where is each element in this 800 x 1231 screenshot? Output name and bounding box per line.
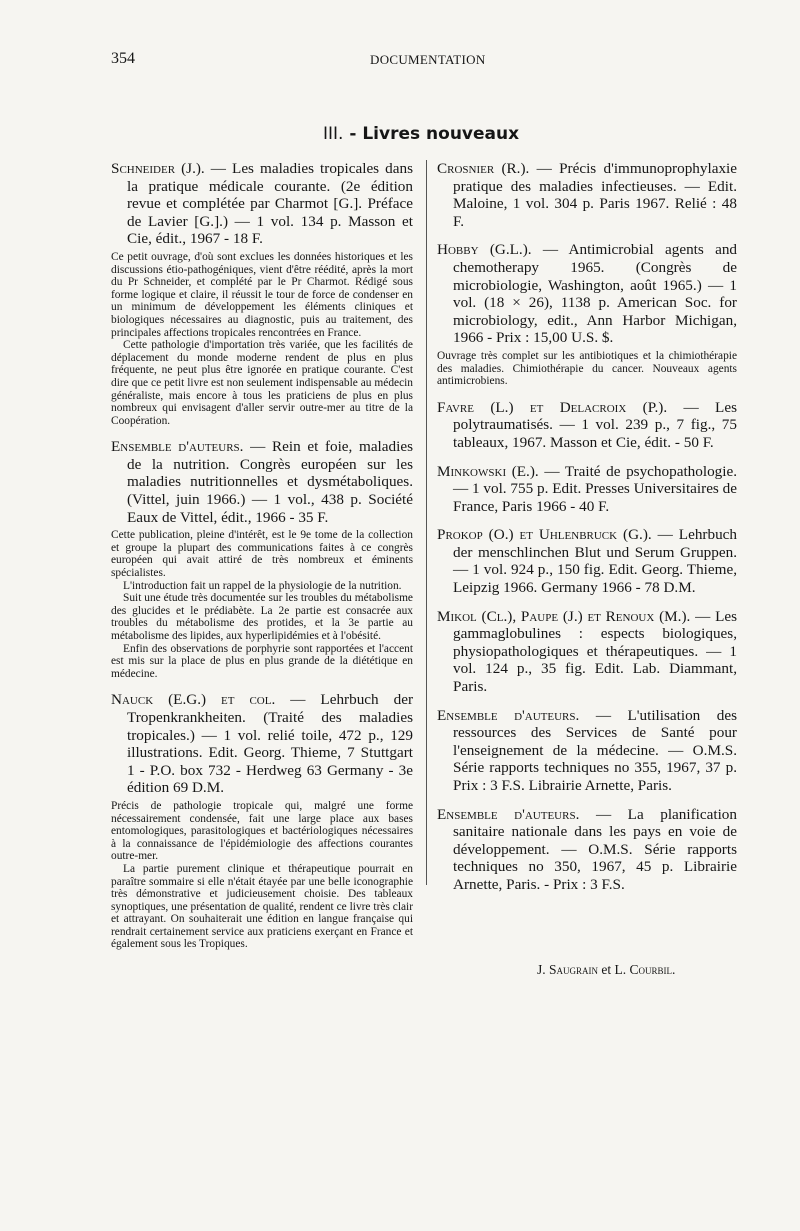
section-title-text: - Livres nouveaux bbox=[349, 124, 520, 144]
book-citation: — La planification sanitaire nationale dans les pays en voie de développement. — O.M.S. Série rapports techniques no 350, 1967, 45 p. Librairie Arnette, Paris. - Prix : 3 F.S. bbox=[453, 805, 737, 893]
review-paragraph: Cette pathologie d'importation très variée, que les facilités de déplacement du monde moderne rendent de plus en plus fréquente, ne peut plus être ignorée en pratique courante. C'est dire que ce petit livre est non seulement indispensable au médecin généraliste, mais encore à tous les praticiens de plus en plus nombreux qui envisagent d'aller servir outre-mer au titre de la Coopération. bbox=[111, 339, 413, 427]
left-column bbox=[111, 160, 413, 962]
book-reference bbox=[437, 806, 737, 894]
book-reference bbox=[437, 399, 737, 452]
book-citation: — Lehrbuch der menschlinchen Blut und Serum Gruppen. — 1 vol. 924 p., 150 fig. Edit. Georg. Thieme, Leipzig 1966. Germany 1966 - 78 D.M. bbox=[453, 526, 737, 597]
book-author: Schneider (J.). bbox=[111, 160, 205, 177]
book-entry bbox=[437, 241, 737, 387]
book-entry bbox=[437, 160, 737, 230]
review-paragraph: Ce petit ouvrage, d'où sont exclues les données historiques et les discussions étio-pathogéniques, vient d'être réédité, après la mort du Pr Schneider, et complété par le Pr Charmot. Rédigé sous forme logique et claire, il réussit le tour de force de condenser en un minimum de développement les éléments cliniques et biologiques nécessaires au diagnostic, puis au traitement, des principales affections tropicales rencontrées en France. bbox=[111, 250, 413, 339]
book-entry bbox=[111, 438, 413, 680]
book-reference bbox=[437, 608, 737, 696]
book-reference bbox=[437, 707, 737, 795]
section-numeral: III. bbox=[323, 124, 344, 144]
book-author: Nauck (E.G.) et col. bbox=[111, 691, 276, 709]
book-reference bbox=[111, 160, 413, 248]
running-head: DOCUMENTATION bbox=[370, 52, 486, 67]
book-review bbox=[111, 800, 413, 951]
book-author: Prokop (O.) et Uhlenbruck (G.). bbox=[437, 526, 652, 544]
book-citation: — Antimicrobial agents and chemotherapy 1965. (Congrès de microbiologie, Washington, août 1965.) — 1 vol. (18 × 26), 1138 p. American Soc. for microbiology, edit., Ann Harbor Michigan, 1966 - Prix : 15,00 U.S. $. bbox=[453, 241, 738, 347]
book-author: Minkowski (E.). bbox=[437, 462, 539, 480]
book-citation: — Les polytraumatisés. — 1 vol. 239 p., 7 fig., 75 tableaux, 1967. Masson et Cie, édit. - 50 F. bbox=[453, 398, 737, 451]
book-citation: — Les maladies tropicales dans la pratique médicale courante. (2e édition revue et complétée par Charmot [G.]. Préface de Lavier [G.].) — 1 vol. 134 p. Masson et Cie, édit., 1967 - 18 F. bbox=[127, 160, 413, 248]
book-entry bbox=[437, 463, 737, 516]
book-reference bbox=[111, 691, 413, 797]
book-citation: — L'utilisation des ressources des Services de Santé pour l'enseignement de la médecine. — O.M.S. Série rapports techniques no 355, 1967, 37 p. Prix : 3 F.S. Librairie Arnette, Paris. bbox=[453, 706, 737, 794]
book-entry bbox=[111, 160, 413, 427]
review-paragraph: Suit une étude très documentée sur les troubles du métabolisme des glucides et le prédiabète. La 2e partie est consacrée aux troubles du métabolisme des protides, et la 3e partie au métabolisme des lipides, aux hyperlipidémies et à l'obésité. bbox=[111, 592, 413, 642]
book-entry bbox=[437, 608, 737, 696]
book-citation: — Traité de psychopathologie. — 1 vol. 755 p. Edit. Presses Universitaires de France, Paris 1966 - 40 F. bbox=[453, 462, 738, 515]
book-entry bbox=[437, 526, 737, 596]
review-paragraph: Enfin des observations de porphyrie sont rapportées et l'accent est mis sur la place de plus en plus grande de la diététique en médecine. bbox=[111, 642, 413, 680]
book-author: Favre (L.) et Delacroix (P.). bbox=[437, 398, 668, 416]
review-paragraph: Cette publication, pleine d'intérêt, est le 9e tome de la collection et groupe la plupart des communications faites à ce congrès européen qui avait attiré de très nombreux et éminents spécialistes. bbox=[111, 529, 413, 580]
review-paragraph: Précis de pathologie tropicale qui, malgré une forme nécessairement condensée, fait une large place aux bases entomologiques, parasitologiques et bactériologiques nécessaires à la connaissance de l'épidémiologie des affections courantes outre-mer. bbox=[111, 799, 413, 863]
book-citation: — Les gammaglobulines : espects biologiques, physiopathologiques et thérapeutiques. — 1 vol. 124 p., 35 fig. Edit. Lab. Diammant, Paris. bbox=[453, 607, 738, 696]
book-author: Mikol (Cl.), Paupe (J.) et Renoux (M.). bbox=[437, 607, 691, 625]
section-title bbox=[323, 124, 519, 144]
book-reference bbox=[437, 463, 737, 516]
page-number: 354 bbox=[111, 50, 135, 67]
book-reference bbox=[111, 438, 413, 526]
review-paragraph: L'introduction fait un rappel de la physiologie de la nutrition. bbox=[123, 579, 402, 592]
signature-joiner: et bbox=[601, 962, 612, 977]
book-author: Ensemble d'auteurs. bbox=[437, 805, 580, 823]
book-reference bbox=[437, 526, 737, 596]
column-divider bbox=[426, 160, 427, 885]
book-citation: — Rein et foie, maladies de la nutrition. Congrès européen sur les maladies nutritionnelles et dysmétaboliques. (Vittel, juin 1966.) — 1 vol., 438 p. Société Eaux de Vittel, édit., 1966 - 35 F. bbox=[127, 438, 413, 526]
book-reference bbox=[437, 241, 737, 347]
book-author: Ensemble d'auteurs. bbox=[437, 706, 580, 724]
review-paragraph: Ouvrage très complet sur les antibiotiques et la chimiothérapie des maladies. Chimiothérapie du cancer. Nouveaux agents antimicrobiens. bbox=[437, 349, 737, 388]
book-reference bbox=[437, 160, 737, 230]
book-entry bbox=[111, 691, 413, 951]
book-entry bbox=[437, 399, 737, 452]
book-author: Ensemble d'auteurs. bbox=[111, 438, 244, 456]
book-citation: — Lehrbuch der Tropenkrankheiten. (Traité des maladies tropicales.) — 1 vol. relié toile, 472 p., 129 illustrations. Edit. Georg. Thieme, 7 Stuttgart 1 - P.O. box 732 - Herdweg 63 Germany - 3e édition 69 D.M. bbox=[127, 691, 414, 797]
book-review bbox=[437, 350, 737, 388]
book-entry bbox=[437, 707, 737, 795]
right-column bbox=[437, 160, 737, 905]
book-review bbox=[111, 529, 413, 680]
signature bbox=[537, 962, 675, 978]
book-author: Crosnier (R.). bbox=[437, 160, 530, 177]
book-entry bbox=[437, 806, 737, 894]
review-paragraph: La partie purement clinique et thérapeutique pourrait en paraître sommaire si elle n'était étayée par une belle iconographie très démonstrative et judicieusement choisie. Des tableaux synoptiques, une présentation de qualité, rendent ce livre très clair et attrayant. On souhaiterait une édition en langue française qui rendrait certainement service aux praticiens exerçant en France et également sous les Tropiques. bbox=[111, 862, 413, 951]
book-author: Hobby (G.L.). bbox=[437, 241, 532, 259]
signature-author-2: L. Courbil. bbox=[614, 962, 676, 977]
book-review bbox=[111, 251, 413, 427]
book-citation: — Précis d'immunoprophylaxie pratique des maladies infectieuses. — Edit. Maloine, 1 vol. 304 p. Paris 1967. Relié : 48 F. bbox=[453, 160, 738, 230]
signature-author-1: J. Saugrain bbox=[537, 962, 599, 977]
